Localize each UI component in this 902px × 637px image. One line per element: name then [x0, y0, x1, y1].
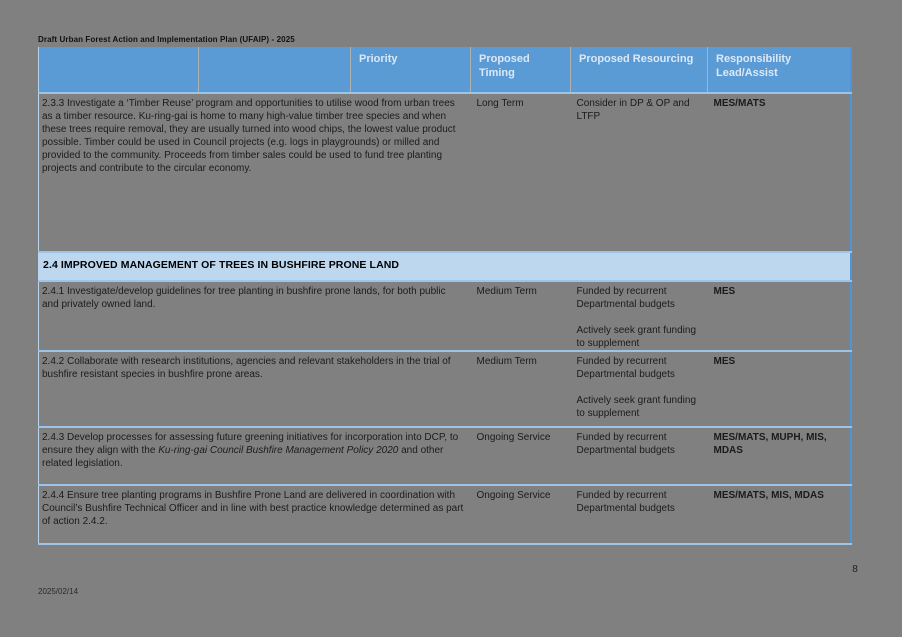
responsibility-cell-2-4-2: MES [708, 351, 851, 427]
responsibility-cell-2-4-1: MES [708, 281, 851, 351]
timing-cell-2-3-3: Long Term [471, 93, 571, 252]
resourcing-cell-2-4-2: Funded by recurrent Departmental budgets Actively seek grant funding to supplement [571, 351, 708, 427]
timing-cell-2-4-4: Ongoing Service [471, 485, 571, 544]
row-2-3-3 [39, 93, 851, 252]
resourcing-cell-2-3-3: Consider in DP & OP and LTFP [571, 93, 708, 252]
action-cell-2-3-3 [39, 93, 471, 252]
header-cell-proposed-timing: Proposed Timing [471, 47, 571, 93]
action-text-2-4-4: 2.4.4 Ensure tree planting programs in Bushfire Prone Land are delivered in coordination with Council’s Bushfire Technical Officer and in line with best practice knowledge determined as part of action 2.4.2. [42, 490, 464, 527]
responsibility-cell-2-4-3: MES/MATS, MUPH, MIS, MDAS [708, 427, 851, 485]
row-2-4-2 [39, 351, 851, 427]
footer-date: 2025/02/14 [38, 587, 79, 596]
document-title: Draft Urban Forest Action and Implementation Plan (UFAIP) - 2025 [38, 35, 295, 44]
row-2-4-1 [39, 281, 851, 351]
timing-cell-2-4-3: Ongoing Service [471, 427, 571, 485]
action-text-2-4-1: 2.4.1 Investigate/develop guidelines for tree planting in bushfire prone lands, for both public and privately owned land. [42, 286, 446, 310]
header-cell-responsibility: Responsibility Lead/Assist [708, 47, 851, 93]
responsibility-cell-2-3-3: MES/MATS [708, 93, 851, 252]
action-cell-2-4-2 [39, 351, 471, 427]
page-number: 8 [852, 564, 858, 575]
resourcing-cell-2-4-3: Funded by recurrent Departmental budgets [571, 427, 708, 485]
action-cell-2-4-4 [39, 485, 471, 544]
row-2-4-3 [39, 427, 851, 485]
header-cell-blank [199, 47, 351, 93]
action-plan-table [38, 47, 852, 545]
row-2-4-4 [39, 485, 851, 544]
header-cell-proposed-resourcing: Proposed Resourcing [571, 47, 708, 93]
policy-reference-italic: Ku-ring-gai Council Bushfire Management Policy 2020 [158, 445, 399, 456]
action-cell-2-4-3 [39, 427, 471, 485]
header-cell-priority: Priority [351, 47, 471, 93]
action-text-2-4-3: 2.4.3 Develop processes for assessing future greening initiatives for incorporation into DCP, to ensure they align with the Ku-ring-gai Council Bushfire Management Policy 2020 and other related legislation. [42, 432, 459, 469]
section-header-row-2-4 [39, 252, 851, 281]
action-text-2-3-3: 2.3.3 Investigate a ‘Timber Reuse’ program and opportunities to utilise wood from urban trees as a timber resource. Ku-ring-gai is home to many high-value timber tree species and when these trees require removal, they are usually turned into wood chips, the lowest value product possible. Timber could be used in Council projects (e.g. logs in playgrounds) or milled and provided to the community. Proceeds from timber sales could be used to fund tree planting projects and contribute to the circular economy. [42, 98, 456, 174]
timing-cell-2-4-1: Medium Term [471, 281, 571, 351]
section-title-2-4: 2.4 IMPROVED MANAGEMENT OF TREES IN BUSHFIRE PRONE LAND [39, 252, 851, 281]
action-text-2-4-2: 2.4.2 Collaborate with research institutions, agencies and relevant stakeholders in the trial of bushfire resistant species in bushfire prone areas. [42, 356, 451, 380]
timing-cell-2-4-2: Medium Term [471, 351, 571, 427]
action-cell-2-4-1 [39, 281, 471, 351]
header-cell-action-blank [39, 47, 199, 93]
table-header-row [39, 47, 851, 93]
resourcing-cell-2-4-4: Funded by recurrent Departmental budgets [571, 485, 708, 544]
resourcing-cell-2-4-1: Funded by recurrent Departmental budgets Actively seek grant funding to supplement [571, 281, 708, 351]
responsibility-cell-2-4-4: MES/MATS, MIS, MDAS [708, 485, 851, 544]
